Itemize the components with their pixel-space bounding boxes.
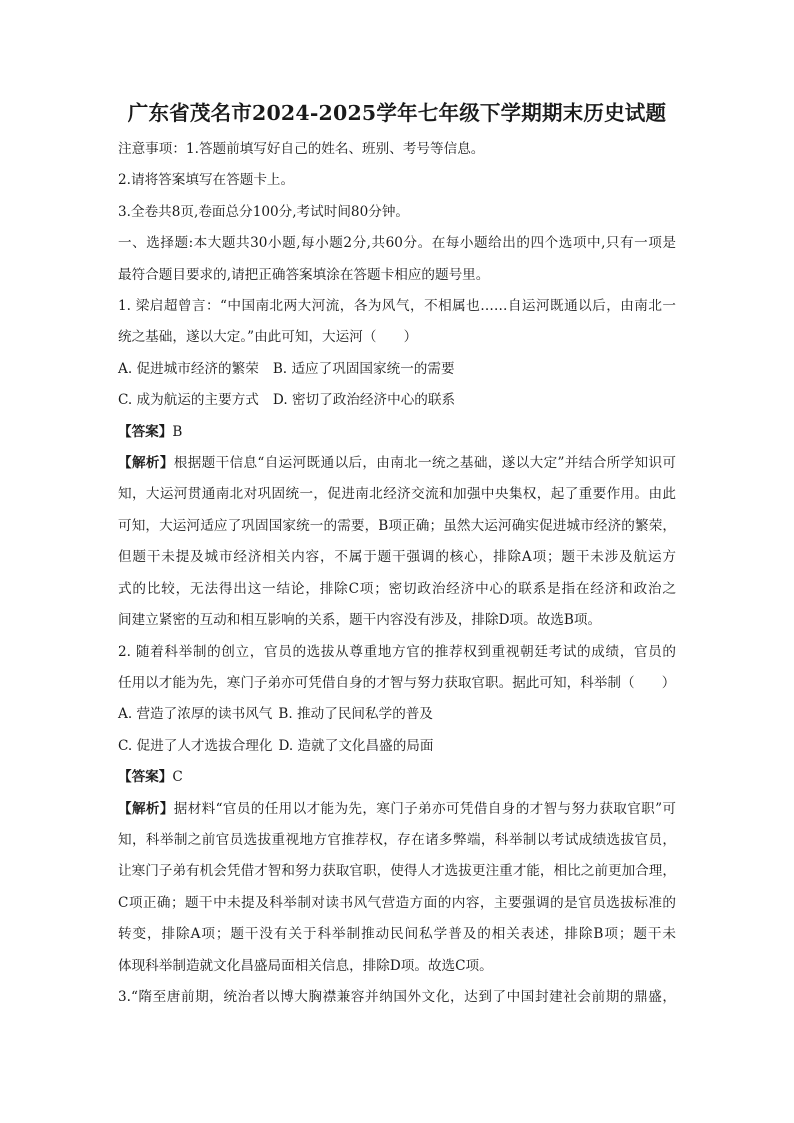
option-d: D. 造就了文化昌盛的局面 [278,737,434,754]
option-a: A. 促进城市经济的繁荣 [118,360,259,377]
option-d: D. 密切了政治经济中心的联系 [272,392,456,409]
analysis-line: 体现科举制造就文化昌盛局面相关信息，排除D项。故选C项。 [118,957,493,974]
exam-notes [118,134,676,228]
analysis-line: 但题干未提及城市经济相关内容，不属于题干强调的核心，排除A项；题干未涉及航运方 [118,549,676,566]
analysis-line: 知，科举制之前官员选拔重视地方官推荐权，存在诸多弊端，科举制以考试成绩选拔官员， [118,831,676,848]
analysis-label: 【解析】 [118,455,174,472]
question-2-stem [118,637,676,700]
answer-label: 【答案】 [118,423,173,440]
answer-value: B [172,423,183,440]
section-intro-line: 一、选择题:本大题共30小题,每小题2分,共60分。在每小题给出的四个选项中,只有一项是 [118,235,676,252]
question-2-analysis [118,794,676,982]
question-3 [118,982,676,1013]
analysis-line: 【解析】根据题干信息“自运河既通以后，由南北一统之基础，遂以大定”并结合所学知识可 [118,455,677,472]
question-stem-line: 任用以才能为先，寒门子弟亦可凭借自身的才智与努力获取官职。据此可知，科举制（ ） [118,674,676,691]
question-stem-line: 2. 随着科举制的创立，官员的选拔从尊重地方官的推荐权到重视朝廷考试的成绩，官员的 [118,643,676,660]
option-c: C. 促进了人才选拔合理化 [118,737,273,754]
analysis-line: 让寒门子弟有机会凭借才智和努力获取官职，使得人才选拔更注重才能，相比之前更加合理， [118,863,676,880]
section-intro [118,228,676,291]
question-2-options [118,699,676,762]
page-title: 广东省茂名市2024-2025学年七年级下学期期末历史试题 [127,101,667,125]
answer-line [118,417,676,448]
option-row [118,731,676,762]
note-line: 3.全卷共8页,卷面总分100分,考试时间80分钟。 [118,203,410,220]
option-b: B. 推动了民间私学的普及 [278,706,433,723]
question-stem-line: 3.“隋至唐前期，统治者以博大胸襟兼容并纳国外文化，达到了中国封建社会前期的鼎盛， [118,988,676,1005]
option-row [118,354,676,385]
answer-value: C [172,769,183,786]
question-2 [118,637,676,982]
option-b: B. 适应了巩固国家统一的需要 [272,360,455,377]
analysis-line: 知，大运河贯通南北对巩固统一，促进南北经济交流和加强中央集权，起了重要作用。由此 [118,486,676,503]
analysis-line: 可知，大运河适应了巩固国家统一的需要，B项正确；虽然大运河确实促进城市经济的繁荣， [118,517,676,534]
question-1-options [118,354,676,417]
analysis-label: 【解析】 [118,800,174,817]
option-row [118,699,676,730]
analysis-line: 转变，排除A项；题干没有关于科举制推动民间私学普及的相关表述，排除B项；题干未 [118,926,676,943]
section-intro-line: 最符合题目要求的,请把正确答案填涂在答题卡相应的题号里。 [118,266,490,283]
option-a: A. 营造了浓厚的读书风气 [118,706,273,723]
answer-line [118,762,676,793]
question-stem-line: 统之基础，遂以大定。”由此可知，大运河（ ） [118,329,418,346]
analysis-line: 【解析】据材料“官员的任用以才能为先，寒门子弟亦可凭借自身的才智与努力获取官职”可 [118,800,677,817]
question-stem-line: 1. 梁启超曾言：“中国南北两大河流，各为风气，不相属也……自运河既通以后，由南北一 [118,298,676,315]
note-line: 注意事项：1.答题前填写好自己的姓名、班别、考号等信息。 [118,141,485,157]
answer-label: 【答案】 [118,769,173,786]
note-line: 2.请将答案填写在答题卡上。 [118,172,295,189]
question-1-analysis [118,448,676,636]
question-1 [118,291,676,636]
analysis-line: 式的比较，无法得出这一结论，排除C项；密切政治经济中心的联系是指在经济和政治之 [118,580,676,597]
analysis-line: C项正确；题干中未提及科举制对读书风气营造方面的内容，主要强调的是官员选拔标准的 [118,894,676,911]
option-c: C. 成为航运的主要方式 [118,392,259,409]
option-row [118,385,676,416]
analysis-line: 间建立紧密的互动和相互影响的关系，题干内容没有涉及，排除D项。故选B项。 [118,612,602,629]
question-1-stem [118,291,676,354]
